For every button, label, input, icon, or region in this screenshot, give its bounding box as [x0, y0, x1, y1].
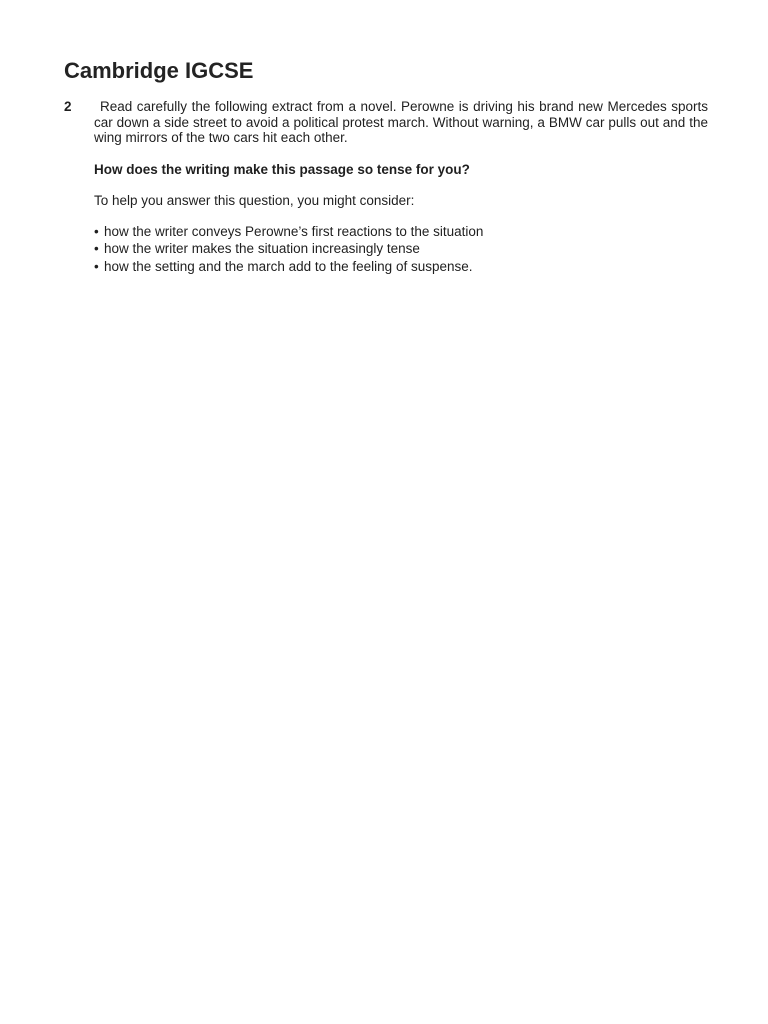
list-item [94, 259, 708, 275]
bullet-icon: • [94, 223, 99, 239]
list-item-text: how the writer conveys Perowne’s first reactions to the situation [104, 223, 484, 239]
question-number: 2 [64, 99, 72, 114]
page-title: Cambridge IGCSE [64, 58, 254, 83]
question-body [94, 99, 708, 276]
list-item-text: how the writer makes the situation increasingly tense [104, 241, 420, 256]
list-item-text: how the setting and the march add to the feeling of suspense. [104, 258, 473, 274]
question-help-text: To help you answer this question, you might consider: [94, 193, 415, 208]
consideration-list [94, 224, 708, 275]
question-intro: Read carefully the following extract from a novel. Perowne is driving his brand new Mercedes sports car down a side street to avoid a political protest march. Without warning, a BMW car pulls out and the wing mirrors of the two cars hit each other. [94, 99, 708, 145]
question-prompt: How does the writing make this passage so tense for you? [94, 161, 470, 177]
bullet-icon: • [94, 241, 99, 256]
list-item [94, 224, 708, 240]
bullet-icon: • [94, 258, 99, 274]
list-item [94, 241, 708, 257]
